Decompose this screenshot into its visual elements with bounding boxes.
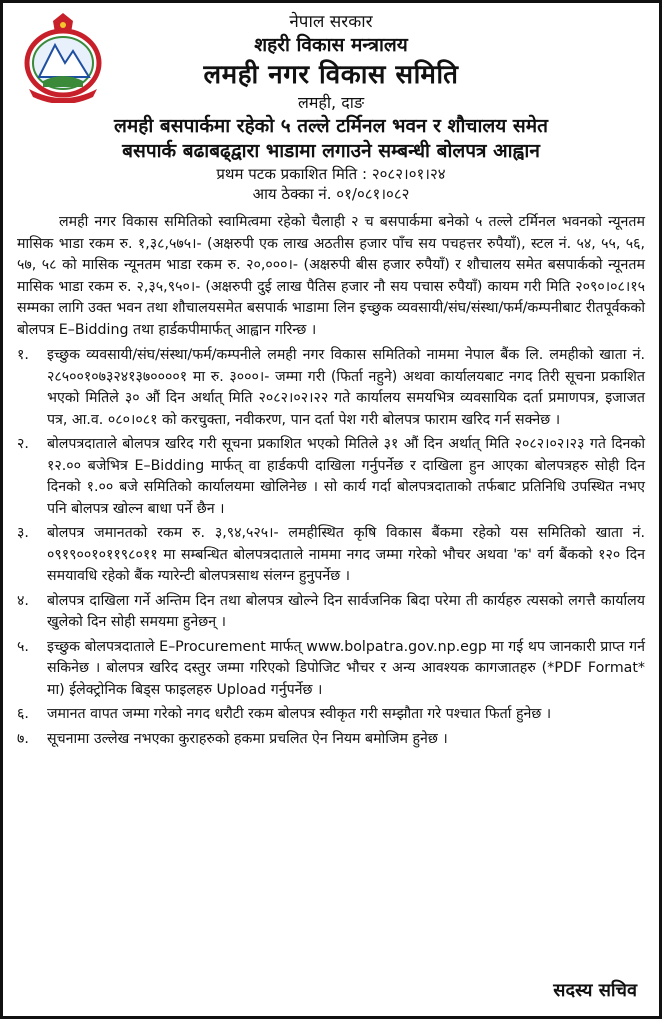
organization-location: लमही, दाङ — [297, 93, 365, 112]
item-number: ५. — [17, 638, 29, 655]
notice-title-line-2: बसपार्क बढाबढ्द्वारा भाडामा लगाउने सम्बन्धी बोलपत्र आह्वान — [122, 140, 540, 162]
intro-paragraph: लमही नगर विकास समितिको स्वामित्वमा रहेको चैलाही २ च बसपार्कमा बनेको ५ तल्ले टर्मिनल भवनको न्यूनतम मासिक भाडा रकम रु. १,३८,५७५।- (अक्षरुपी एक लाख अठतीस हजार पाँच सय पचहत्तर रुपैयाँ), स्टल नं. ५४, ५५, ५६, ५७, ५८ को मासिक न्यूनतम भाडा रकम रु. २०,०००।- (अक्षरुपी बीस हजार रुपैयाँ) र शौचालय समेत बसपार्कको न्यूनतम मासिक भाडा रकम रु. २,३५,९५०।- (अक्षरुपी दुई लाख पैतिस हजार नौ सय पचास रुपैयाँ) कायम गरी मिति २०९०।०८।१५ सम्मका लागि उक्त भवन तथा शौचालयसमेत बसपार्क भाडामा लिन इच्छुक व्यवसायी/संघ/संस्था/फर्म/कम्पनीबाट रीतपूर्वकको बोलपत्र E–Bidding तथा हार्डकपीमार्फत् आह्वान गरिन्छ । — [17, 214, 645, 338]
publish-date: प्रथम पटक प्रकाशित मिति : २०८२।०१।२४ — [216, 165, 446, 183]
list-item — [17, 434, 645, 520]
item-text: बोलपत्र जमानतको रकम रु. ३,९४,५२५।- लमहीस्थित कृषि विकास बैंकमा रहेको यस समितिको खाता नं. ०९१९००१०११९८०११ मा सम्बन्धित बोलपत्रदाताले नाममा नगद जम्मा गरेको भौचर अथवा 'क' वर्ग बैंकको १२० दिन समयावधि रहेको बैंक ग्यारेन्टी बोलपत्रसाथ संलग्न हुनुपर्नेछ । — [47, 525, 645, 584]
notice-header — [17, 11, 645, 204]
list-item — [17, 637, 645, 702]
list-item — [17, 704, 645, 726]
item-text: सूचनामा उल्लेख नभएका कुराहरुको हकमा प्रचलित ऐन नियम बमोजिम हुनेछ । — [47, 730, 448, 747]
list-item — [17, 523, 645, 588]
item-text: बोलपत्रदाताले बोलपत्र खरिद गरी सूचना प्रकाशित भएको मितिले ३१ औं दिन अर्थात् मिति २०८२।०२।२३ गते दिनको १२.०० बजेभित्र E–Bidding मार्फत् वा हार्डकपी दाखिला गर्नुपर्नेछ र दाखिला हुन आएका बोलपत्रहरु सोही दिन दिनको १.०० बजे समितिको कार्यालयमा खोलिनेछ । सो कार्य गर्दा बोलपत्रदाताको तर्फबाट प्रतिनिधि उपस्थित नभए पनि बोलपत्र खोल्न बाधा पर्ने छैन । — [47, 436, 645, 517]
nepal-emblem-icon — [15, 11, 111, 103]
item-number: २. — [17, 436, 29, 452]
notice-title-line-1: लमही बसपार्कमा रहेको ५ तल्ले टर्मिनल भवन र शौचालय समेत — [114, 115, 548, 137]
list-item — [17, 591, 645, 634]
item-number: ४. — [17, 592, 29, 609]
item-number: ७. — [17, 730, 29, 747]
list-item — [17, 729, 645, 751]
ministry-name: शहरी विकास मन्त्रालय — [254, 34, 408, 56]
item-number: १. — [17, 347, 29, 363]
organization-name: लमही नगर विकास समिति — [203, 60, 459, 90]
item-number: ३. — [17, 525, 29, 541]
item-number: ६. — [17, 706, 29, 722]
list-item — [17, 345, 645, 431]
conditions-list — [17, 345, 645, 750]
item-text: बोलपत्र दाखिला गर्ने अन्तिम दिन तथा बोलपत्र खोल्ने दिन सार्वजनिक बिदा परेमा ती कार्यहरु त्यसको लगत्तै कार्यालय खुलेको दिन सोही समयमा हुनेछन् । — [47, 592, 645, 630]
item-text: इच्छुक बोलपत्रदाताले E–Procurement मार्फत् www.bolpatra.gov.np.egp मा गई थप जानकारी प्राप्त गर्न सकिनेछ । बोलपत्र खरिद दस्तुर जम्मा गरिएको डिपोजिट भौचर र अन्य आवश्यक कागजातहरु (*PDF Format* मा) ईलेक्ट्रोनिक बिड्स फाइलहरु Upload गर्नुपर्नेछ । — [47, 638, 645, 698]
item-text: इच्छुक व्यवसायी/संघ/संस्था/फर्म/कम्पनीले लमही नगर विकास समितिको नाममा नेपाल बैंक लि. लमहीको खाता नं. २८५००१०७३२४१३७००००१ मा रु. ३०००।- जम्मा गरी (फिर्ता नहुने) अथवा कार्यालयबाट नगद तिरी सूचना प्रकाशित भएको मितिले ३० औं दिन अर्थात् मिति २०८२।०२।२२ गते कार्यालय समयभित्र व्यवसायिक दर्ता प्रमाणपत्र, इजाजत पत्र, आ.व. ०८०।०८१ को करचुक्ता, नवीकरण, पान दर्ता पेश गरी बोलपत्र फाराम खरिद गर्न सक्नेछ । — [47, 347, 645, 428]
government-name: नेपाल सरकार — [289, 12, 373, 32]
item-text: जमानत वापत जम्मा गरेको नगद धरौटी रकम बोलपत्र स्वीकृत गरी सम्झौता गरे पश्चात फिर्ता हुनेछ । — [47, 706, 552, 722]
contract-number: आय ठेक्का नं. ०१/०८१।०८२ — [252, 185, 410, 203]
signatory-title: सदस्य सचिव — [553, 980, 637, 1001]
